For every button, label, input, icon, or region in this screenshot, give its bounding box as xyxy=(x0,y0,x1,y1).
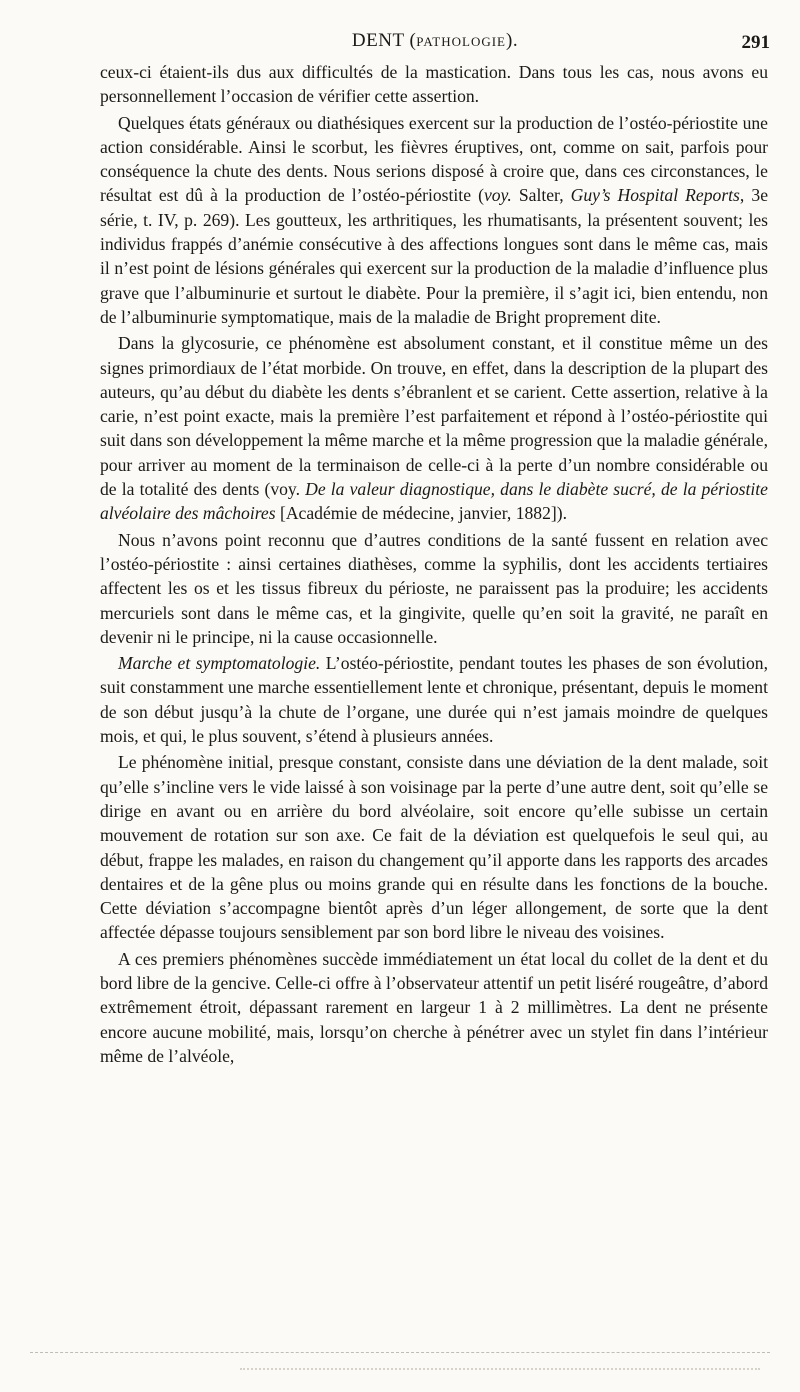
paragraph xyxy=(100,331,768,525)
paragraph xyxy=(100,528,768,649)
text-run: Dans la glycosurie, ce phénomène est absolument constant, et il constitue même un des signes primordiaux de l’état morbide. On trouve, en effet, dans la description de la plupart des auteurs, qu’au début du diabète les dents s’ébranlent et se carient. Cette assertion, relative à la carie, n’est point exacte, mais la première l’est parfaitement et répond à l’ostéo-périostite qui suit dans son développement la même marche et la même progression que la maladie générale, pour arriver au moment de la terminaison de celle-ci à la perte d’un nombre considérable ou de la totalité des dents (voy. xyxy=(100,333,768,500)
paragraph xyxy=(100,651,768,748)
text-run: A ces premiers phénomènes succède immédiatement un état local du collet de la dent et du bord libre de la gencive. Celle-ci offre à l’observateur attentif un petit liséré rougeâtre, d’abord extrêmement étroit, dépassant rarement en largeur 1 à 2 millimètres. La dent ne présente encore aucune mobilité, mais, lorsqu’on cherche à pénétrer avec un stylet fin dans l’intérieur même de l’alvéole, xyxy=(100,948,768,1066)
italic-text: Guy’s Hospital Reports xyxy=(570,185,740,206)
text-run: Quelques états généraux ou diathésiques exercent sur la production de l’ostéo-périostite une action considérable. Ainsi le scorbut, les fièvres éruptives, ont, comme on sait, parfois pour conséquence la chute des dents. Nous serions disposé à croire que, dans ces circonstances, le résultat est dû à la production de l’ostéo-périostite ( xyxy=(100,112,768,206)
text-run: Le phénomène initial, presque constant, consiste dans une déviation de la dent malade, soit qu’elle s’incline vers le vide laissé à son voisinage par la perte d’une autre dent, soit qu’elle se dirige en avant ou en arrière du bord alvéolaire, soit encore qu’elle subisse un certain mouvement de rotation sur son axe. Ce fait de la déviation est quelquefois le seul qui, au début, frappe les malades, en raison du changement qu’il apporte dans les rapports des arcades dentaires et de la gêne plus ou moins grande qui en résulte dans les fonctions de la bouche. Cette déviation s’accompagne bientôt après d’un léger allongement, de sorte que la dent affectée dépasse toujours sensiblement par son bord libre le niveau des voisines. xyxy=(100,752,768,943)
text-run: Nous n’avons point reconnu que d’autres conditions de la santé fussent en relation avec l’ostéo-périostite : ainsi certaines diathèses, comme la syphilis, dont les accidents tertiaires affectent les os et les tissus fibreux du périoste, ne paraissent pas la produire; les accidents mercuriels sont dans le même cas, et la gingivite, quelle qu’en soit la gravité, ne paraît en devenir ni le principe, ni la cause occasionnelle. xyxy=(100,529,768,647)
running-head-end: ). xyxy=(506,30,519,51)
footer-rule xyxy=(30,1352,770,1353)
paragraph xyxy=(100,111,768,330)
italic-text: Marche et symptomatologie. xyxy=(118,653,321,674)
page-number: 291 xyxy=(741,32,770,53)
text-run: L’ostéo-périostite, pendant toutes les phases de son évolution, suit constamment une marche essentiellement lente et chronique, présentant, depuis le moment de son début jusqu’à la chute de l’organe, une durée qui n’est jamais moindre de quelques mois, et qui, le plus souvent, s’étend à plusieurs années. xyxy=(100,653,768,747)
text-run: , 3e série, t. IV, p. 269). Les goutteux, les arthritiques, les rhumatisants, la présentent souvent; les individus frappés d’anémie consécutive à des affections longues sont dans le même cas, mais il n’est point de lésions générales qui exercent sur la production de la maladie d’influence plus grave que l’albuminurie et surtout le diabète. Pour la première, il s’agit ici, bien entendu, non de l’albuminurie symptomatique, mais de la maladie de Bright proprement dite. xyxy=(100,185,769,327)
text-run: [Académie de médecine, janvier, 1882]). xyxy=(275,503,567,524)
text-run: ceux-ci étaient-ils dus aux difficultés de la mastication. Dans tous les cas, nous avons eu personnellement l’occasion de vérifier cette assertion. xyxy=(100,62,768,107)
paragraph xyxy=(100,947,768,1068)
italic-text: voy. xyxy=(483,185,512,206)
running-head-small-caps: PATHOLOGIE xyxy=(416,34,506,49)
paragraph xyxy=(100,750,768,944)
text-run: Salter, xyxy=(511,185,571,206)
page-header xyxy=(100,30,770,60)
running-head xyxy=(100,30,770,52)
body-text xyxy=(100,60,768,1068)
running-head-main: DENT ( xyxy=(351,30,417,51)
footer-rule-dotted xyxy=(240,1368,760,1370)
italic-text: De la valeur diagnostique, dans le diabète sucré, de la périostite alvéolaire des mâchoires xyxy=(100,479,768,524)
paragraph xyxy=(100,60,768,109)
